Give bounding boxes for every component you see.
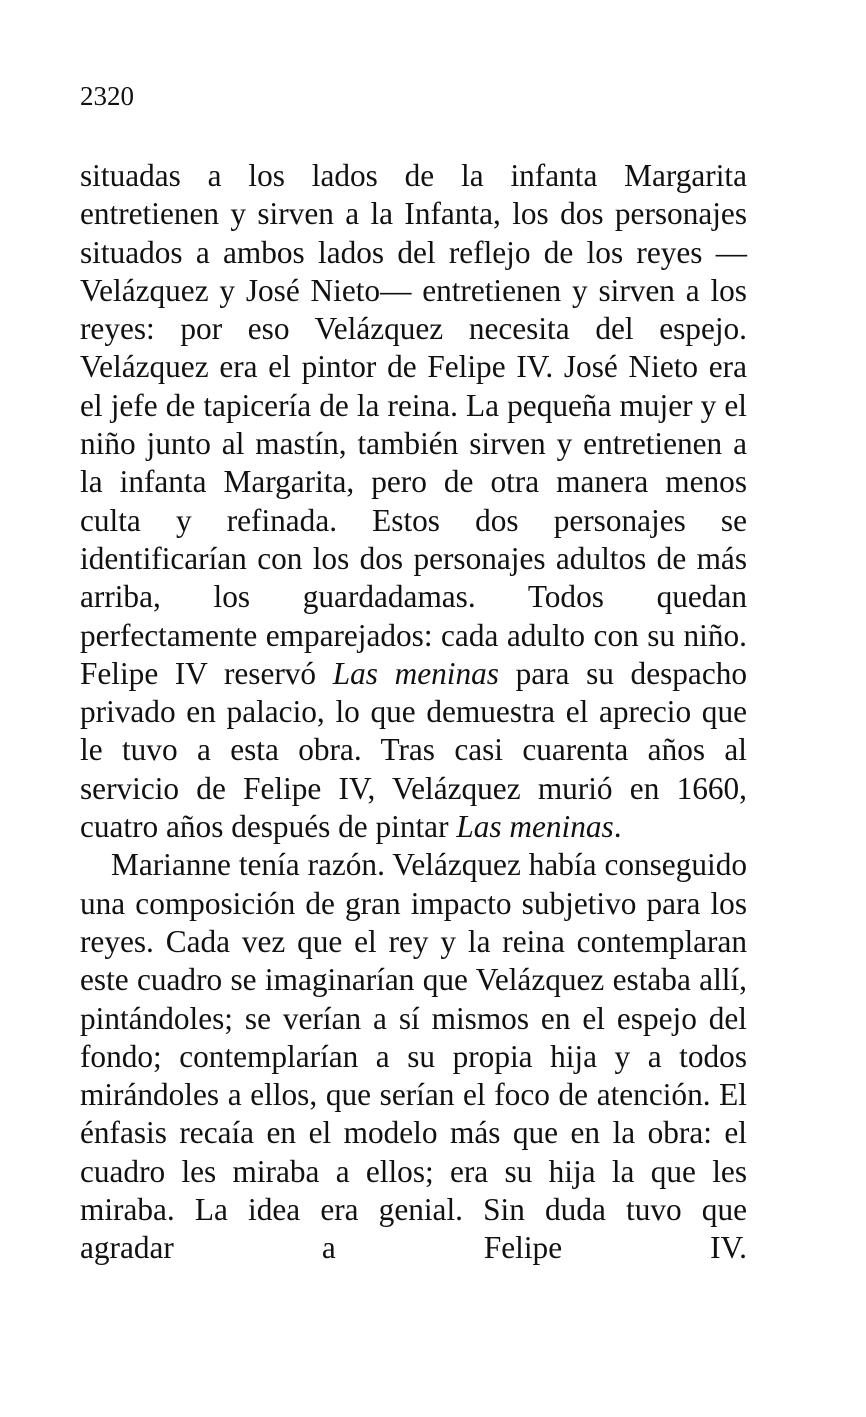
body-text: [80, 157, 747, 1268]
paragraph-1: [80, 157, 747, 846]
text-segment: para su despacho privado en palacio, lo que demuestra el aprecio que le tuvo a esta obra. Tras casi cuarenta años al servicio de Felipe IV, Velázquez murió en 1660, cuatro años después de pintar: [80, 655, 748, 845]
page-number: 2320: [80, 81, 134, 111]
italic-title: Las meninas: [332, 655, 499, 691]
italic-title: Las meninas: [456, 809, 614, 845]
text-segment: Marianne tenía razón. Velázquez había conseguido una composición de gran impacto subjetivo para los reyes. Cada vez que el rey y la reina contemplaran este cuadro se imaginarían que Velázquez estaba allí, pintándoles; se verían a sí mismos en el espejo del fondo; contemplarían a su propia hija y a todos mirándoles a ellos, que serían el foco de atención. El énfasis recaía en el modelo más que en la obra: el cuadro les miraba a ellos; era su hija la que les miraba. La idea era genial. Sin duda tuvo que agradar a Felipe IV.: [80, 847, 747, 1266]
text-segment: situadas a los lados de la infanta Margarita entretienen y sirven a la Infanta, los dos personajes situados a ambos lados del reflejo de los reyes —Velázquez y José Nieto— entretienen y sirven a los reyes: por eso Velázquez necesita del espejo. Velázquez era el pintor de Felipe IV. José Nieto era el jefe de tapicería de la reina. La pequeña mujer y el niño junto al mastín, también sirven y entretienen a la infanta Margarita, pero de otra manera menos culta y refinada. Estos dos personajes se identificarían con los dos personajes adultos de más arriba, los guardadamas. Todos quedan perfectamente emparejados: cada adulto con su niño. Felipe IV reservó: [80, 158, 747, 691]
text-segment: .: [613, 809, 622, 845]
paragraph-2: [80, 846, 747, 1267]
